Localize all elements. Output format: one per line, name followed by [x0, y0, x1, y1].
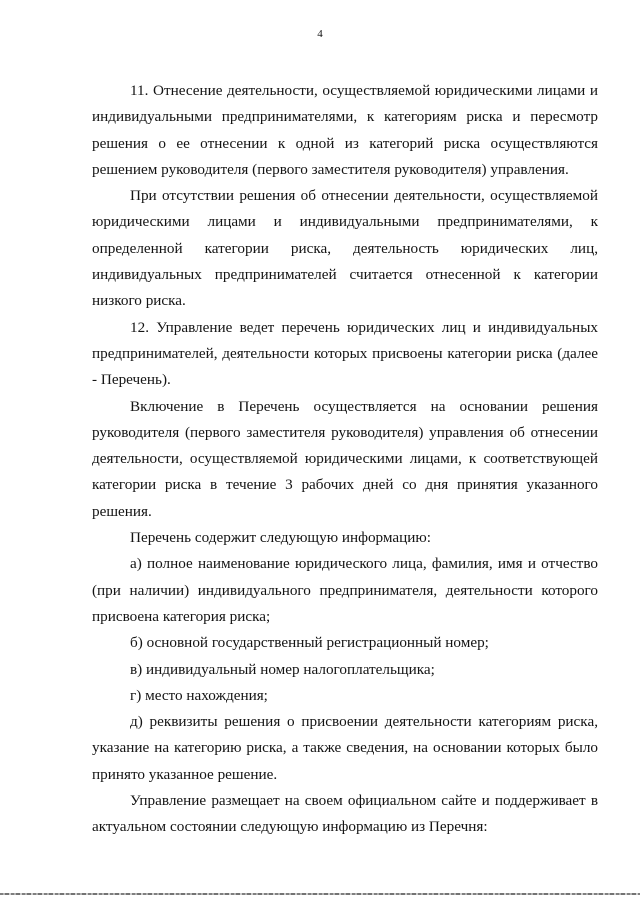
paragraph-register-contents: Перечень содержит следующую информацию: — [130, 529, 431, 547]
paragraph-website-publication: Управление размещает на своем официальном сайте и поддерживает в актуальном состоянии следующую информацию из Перечня: — [92, 792, 598, 836]
paragraph-no-decision-low-risk: При отсутствии решения об отнесении деятельности, осуществляемой юридическими лицами и индивидуальными предпринимателями, к определенной категории риска, деятельность юридических лиц, индивидуальных предпринимателей считается отнесенной к категории низкого риска. — [92, 187, 598, 310]
paragraph-11-risk-assignment: 11. Отнесение деятельности, осуществляемой юридическими лицами и индивидуальными предпринимателями, к категориям риска и пересмотр решения о ее отнесении к одной из категорий риска осуществляются решением руководителя (первого заместителя руководителя) управления. — [92, 82, 598, 178]
scan-edge-rule — [0, 893, 640, 895]
document-body — [92, 78, 598, 841]
list-item-e: д) реквизиты решения о присвоении деятельности категориям риска, указание на категорию риска, а также сведения, на основании которых было принято указанное решение. — [92, 713, 598, 783]
paragraph-register-inclusion: Включение в Перечень осуществляется на основании решения руководителя (первого заместителя руководителя) управления об отнесении деятельности, осуществляемой юридическими лицами, к соответствующей категории риска в течение 3 рабочих дней со дня принятия указанного решения. — [92, 397, 598, 520]
paragraph-12-register: 12. Управление ведет перечень юридических лиц и индивидуальных предпринимателей, деятельности которых присвоены категории риска (далее - Перечень). — [92, 318, 598, 389]
list-item-c: в) индивидуальный номер налогоплательщика; — [130, 660, 435, 678]
list-item-a: а) полное наименование юридического лица, фамилия, имя и отчество (при наличии) индивидуального предпринимателя, деятельности которого присвоена категория риска; — [92, 555, 598, 625]
list-item-b: б) основной государственный регистрационный номер; — [130, 634, 489, 652]
list-item-d: г) место нахождения; — [130, 686, 268, 704]
page-number: 4 — [317, 28, 323, 40]
